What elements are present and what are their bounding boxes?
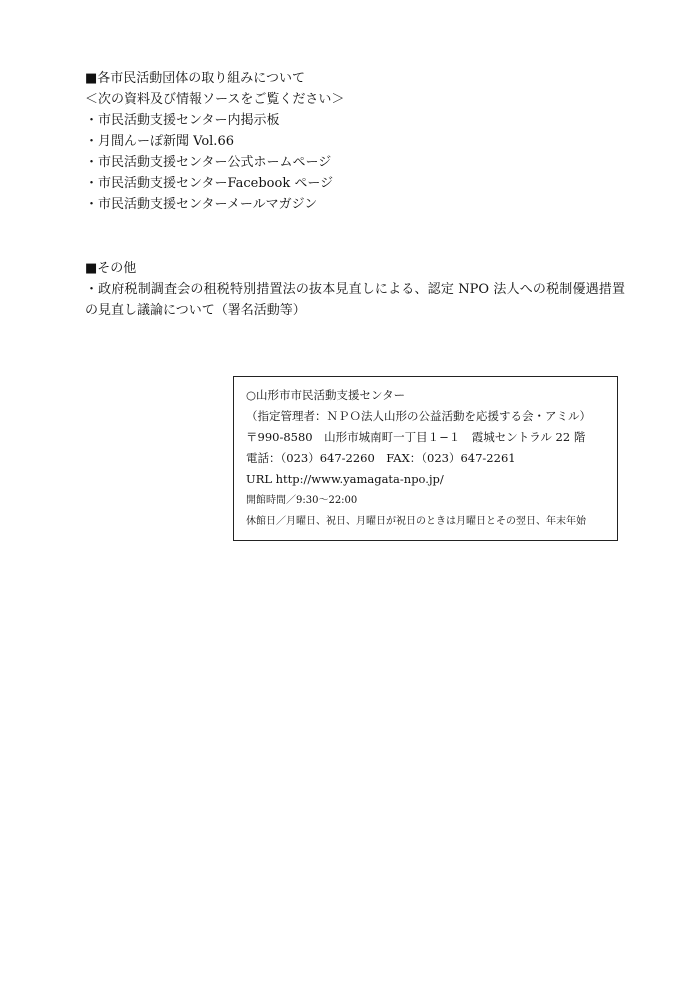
list-item: ・市民活動支援センター内掲示板 xyxy=(85,113,280,128)
list-item: ・市民活動支援センターFacebook ページ xyxy=(85,176,334,191)
contact-address: 〒990-8580 山形市城南町一丁目１−１ 霞城セントラル 22 階 xyxy=(246,430,586,444)
contact-closed: 休館日／月曜日、祝日、月曜日が祝日のときは月曜日とその翌日、年末年始 xyxy=(246,516,586,527)
other-line-1: ・政府税制調査会の租税特別措置法の抜本見直しによる、認定 NPO 法人への税制優遇措置 xyxy=(85,282,625,297)
contact-org: ○山形市市民活動支援センター xyxy=(246,388,406,402)
other-section xyxy=(85,258,625,321)
contact-box xyxy=(233,376,618,541)
initiatives-section xyxy=(85,68,625,215)
initiatives-subheading: ＜次の資料及び情報ソースをご覧ください＞ xyxy=(85,92,345,107)
initiatives-heading: ■各市民活動団体の取り組みについて xyxy=(85,71,306,86)
contact-hours: 開館時間／9:30〜22:00 xyxy=(246,495,358,506)
contact-phone: 電話：（023）647-2260 FAX：（023）647-2261 xyxy=(246,451,516,465)
contact-url: URL http://www.yamagata-npo.jp/ xyxy=(246,472,444,486)
other-heading: ■その他 xyxy=(85,261,137,276)
contact-manager: （指定管理者：ＮＰＯ法人山形の公益活動を応援する会・アミル） xyxy=(246,409,591,423)
list-item: ・市民活動支援センター公式ホームページ xyxy=(85,155,332,170)
list-item: ・月間んーぽ新聞 Vol.66 xyxy=(85,134,234,149)
other-line-2: の見直し議論について（署名活動等） xyxy=(85,303,306,318)
list-item: ・市民活動支援センターメールマガジン xyxy=(85,197,318,212)
